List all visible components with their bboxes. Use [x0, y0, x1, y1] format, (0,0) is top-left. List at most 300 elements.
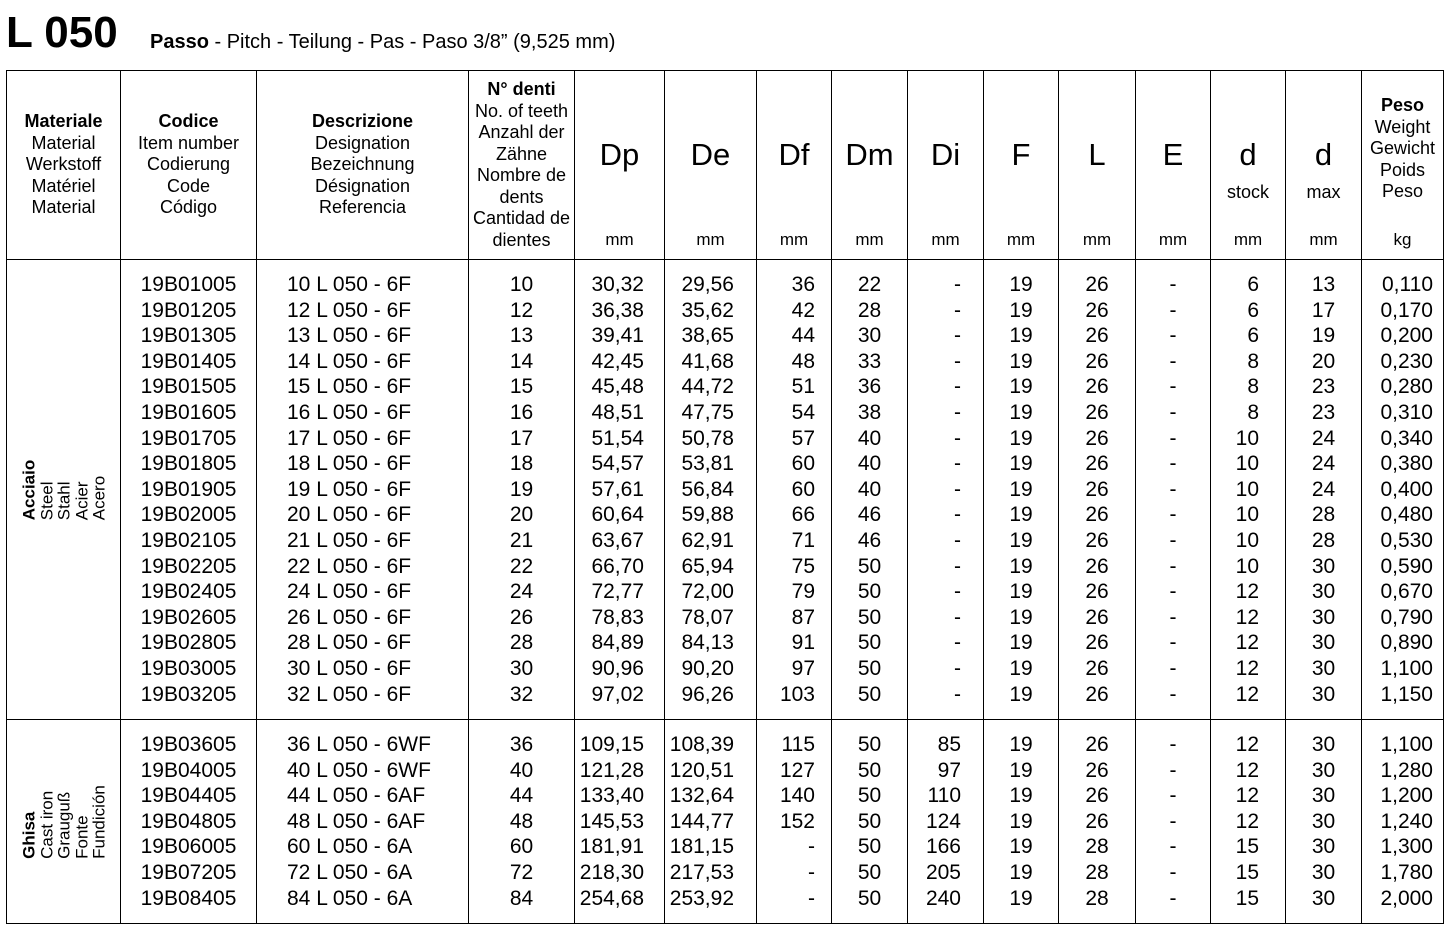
header-line: Material: [31, 132, 96, 153]
cell-dm: 30: [832, 323, 908, 349]
cell-e: -: [1136, 374, 1211, 400]
cell-di: 205: [908, 860, 984, 886]
col-header-weight: [1362, 71, 1444, 260]
cell-l: 26: [1059, 400, 1136, 426]
cell-code: 19B02205: [121, 554, 257, 580]
table-row: [7, 426, 1444, 452]
cell-description: 22 L 050 - 6F: [257, 554, 469, 580]
cell-l: 26: [1059, 374, 1136, 400]
weight-header-line: Peso: [1380, 95, 1425, 115]
table-body: [7, 260, 1444, 924]
cell-l: 26: [1059, 579, 1136, 605]
cell-dm: 50: [832, 554, 908, 580]
cell-d-stock: 6: [1211, 298, 1286, 324]
cell-f: 19: [984, 349, 1059, 375]
cell-f: 19: [984, 579, 1059, 605]
cell-dp: 90,96: [575, 656, 665, 682]
cell-d-stock: 12: [1211, 809, 1286, 835]
table-row: [7, 260, 1444, 298]
cell-df: 44: [757, 323, 832, 349]
cell-teeth: 15: [469, 374, 575, 400]
cell-di: -: [908, 426, 984, 452]
cell-l: 26: [1059, 809, 1136, 835]
d-max-sub: max: [1306, 182, 1341, 202]
cell-description: 20 L 050 - 6F: [257, 502, 469, 528]
header-line: No. of teeth: [474, 100, 569, 121]
cell-weight: 1,200: [1362, 783, 1444, 809]
cell-weight: 0,400: [1362, 477, 1444, 503]
material-line: Fonte: [71, 815, 91, 859]
cell-di: 240: [908, 886, 984, 924]
cell-df: 91: [757, 630, 832, 656]
cell-d-stock: 12: [1211, 682, 1286, 720]
cell-d-max: 30: [1286, 682, 1362, 720]
cell-f: 19: [984, 758, 1059, 784]
cell-dp: 145,53: [575, 809, 665, 835]
cell-teeth: 60: [469, 834, 575, 860]
cell-de: 96,26: [665, 682, 757, 720]
cell-teeth: 28: [469, 630, 575, 656]
cell-dp: 133,40: [575, 783, 665, 809]
cell-d-max: 28: [1286, 528, 1362, 554]
cell-e: -: [1136, 630, 1211, 656]
cell-d-stock: 10: [1211, 502, 1286, 528]
di-unit: mm: [931, 230, 960, 249]
cell-teeth: 13: [469, 323, 575, 349]
de-label: De: [690, 137, 731, 172]
cell-di: -: [908, 323, 984, 349]
cell-dp: 78,83: [575, 605, 665, 631]
cell-code: 19B01505: [121, 374, 257, 400]
cell-f: 19: [984, 554, 1059, 580]
cell-di: -: [908, 630, 984, 656]
sprocket-spec-table: [6, 70, 1444, 924]
cell-d-stock: 12: [1211, 656, 1286, 682]
cell-d-max: 20: [1286, 349, 1362, 375]
cell-df: 54: [757, 400, 832, 426]
cell-code: 19B01705: [121, 426, 257, 452]
cell-d-max: 30: [1286, 860, 1362, 886]
table-row: [7, 860, 1444, 886]
cell-de: 253,92: [665, 886, 757, 924]
cell-weight: 1,240: [1362, 809, 1444, 835]
f-unit: mm: [1006, 230, 1036, 249]
header-line: dientes: [492, 229, 551, 250]
cell-di: -: [908, 682, 984, 720]
cell-weight: 0,590: [1362, 554, 1444, 580]
cell-dm: 50: [832, 809, 908, 835]
cell-l: 28: [1059, 834, 1136, 860]
cell-l: 26: [1059, 349, 1136, 375]
cell-e: -: [1136, 783, 1211, 809]
cell-f: 19: [984, 400, 1059, 426]
material-line: Grauguß: [53, 791, 73, 859]
cell-d-max: 19: [1286, 323, 1362, 349]
cell-di: -: [908, 528, 984, 554]
col-header-material: [7, 71, 121, 260]
cell-description: 24 L 050 - 6F: [257, 579, 469, 605]
cell-dp: 60,64: [575, 502, 665, 528]
material-line: Fundición: [88, 784, 108, 859]
cell-teeth: 24: [469, 579, 575, 605]
cell-e: -: [1136, 298, 1211, 324]
cell-d-max: 30: [1286, 656, 1362, 682]
cell-weight: 0,340: [1362, 426, 1444, 452]
cell-l: 26: [1059, 630, 1136, 656]
table-row: [7, 758, 1444, 784]
d-stock-label: d: [1239, 137, 1257, 172]
cell-de: 47,75: [665, 400, 757, 426]
cell-d-max: 23: [1286, 400, 1362, 426]
header-line: Codierung: [146, 154, 231, 175]
cell-description: 40 L 050 - 6WF: [257, 758, 469, 784]
cell-teeth: 20: [469, 502, 575, 528]
cell-dp: 72,77: [575, 579, 665, 605]
cell-code: 19B01905: [121, 477, 257, 503]
cell-description: 32 L 050 - 6F: [257, 682, 469, 720]
cell-df: -: [757, 834, 832, 860]
pitch-subtitle: [150, 31, 615, 54]
cell-e: -: [1136, 323, 1211, 349]
cell-de: 90,20: [665, 656, 757, 682]
cell-f: 19: [984, 323, 1059, 349]
cell-de: 181,15: [665, 834, 757, 860]
cell-f: 19: [984, 502, 1059, 528]
dm-label: Dm: [845, 137, 894, 172]
table-row: [7, 477, 1444, 503]
cell-f: 19: [984, 656, 1059, 682]
cell-dm: 46: [832, 502, 908, 528]
cell-description: 28 L 050 - 6F: [257, 630, 469, 656]
cell-l: 26: [1059, 605, 1136, 631]
cell-code: 19B03605: [121, 720, 257, 758]
cell-teeth: 12: [469, 298, 575, 324]
cell-di: -: [908, 605, 984, 631]
cell-teeth: 48: [469, 809, 575, 835]
cell-df: 71: [757, 528, 832, 554]
header-line: Werkstoff: [25, 154, 102, 175]
cell-l: 26: [1059, 656, 1136, 682]
cell-e: -: [1136, 860, 1211, 886]
cell-code: 19B01305: [121, 323, 257, 349]
cell-teeth: 19: [469, 477, 575, 503]
cell-df: 60: [757, 477, 832, 503]
cell-dm: 40: [832, 426, 908, 452]
cell-d-max: 17: [1286, 298, 1362, 324]
cell-e: -: [1136, 451, 1211, 477]
cell-dm: 50: [832, 720, 908, 758]
cell-e: -: [1136, 656, 1211, 682]
cell-df: 115: [757, 720, 832, 758]
cell-de: 132,64: [665, 783, 757, 809]
cell-weight: 1,300: [1362, 834, 1444, 860]
cell-teeth: 21: [469, 528, 575, 554]
e-label: E: [1162, 137, 1184, 172]
cell-df: 103: [757, 682, 832, 720]
cell-description: 10 L 050 - 6F: [257, 260, 469, 298]
cell-dp: 39,41: [575, 323, 665, 349]
cell-dm: 50: [832, 834, 908, 860]
cell-weight: 0,670: [1362, 579, 1444, 605]
weight-header-line: Weight: [1374, 116, 1431, 137]
cell-weight: 0,310: [1362, 400, 1444, 426]
cell-e: -: [1136, 886, 1211, 924]
f-label: F: [1011, 137, 1031, 172]
di-label: Di: [930, 137, 961, 172]
cell-l: 28: [1059, 886, 1136, 924]
cell-description: 48 L 050 - 6AF: [257, 809, 469, 835]
cell-teeth: 22: [469, 554, 575, 580]
table-row: [7, 374, 1444, 400]
cell-description: 26 L 050 - 6F: [257, 605, 469, 631]
header-line: Désignation: [314, 175, 411, 196]
cell-d-stock: 12: [1211, 630, 1286, 656]
cell-description: 84 L 050 - 6A: [257, 886, 469, 924]
cell-teeth: 30: [469, 656, 575, 682]
cell-dp: 66,70: [575, 554, 665, 580]
cell-df: 97: [757, 656, 832, 682]
cell-e: -: [1136, 502, 1211, 528]
cell-de: 59,88: [665, 502, 757, 528]
cell-di: 166: [908, 834, 984, 860]
cell-di: -: [908, 502, 984, 528]
col-header-dm: [832, 71, 908, 260]
material-group-cell: [7, 720, 121, 924]
cell-d-stock: 6: [1211, 323, 1286, 349]
cell-e: -: [1136, 579, 1211, 605]
cell-code: 19B04405: [121, 783, 257, 809]
cell-code: 19B04005: [121, 758, 257, 784]
header-line: Code: [166, 175, 211, 196]
cell-weight: 0,480: [1362, 502, 1444, 528]
d-max-unit: mm: [1309, 230, 1338, 249]
header-line: Código: [159, 197, 218, 218]
cell-dm: 46: [832, 528, 908, 554]
cell-teeth: 17: [469, 426, 575, 452]
dp-unit: mm: [605, 230, 634, 249]
cell-weight: 2,000: [1362, 886, 1444, 924]
cell-df: 36: [757, 260, 832, 298]
cell-di: -: [908, 477, 984, 503]
cell-l: 26: [1059, 682, 1136, 720]
cell-code: 19B01205: [121, 298, 257, 324]
cell-dm: 50: [832, 579, 908, 605]
cell-f: 19: [984, 298, 1059, 324]
cell-description: 19 L 050 - 6F: [257, 477, 469, 503]
df-unit: mm: [779, 230, 809, 249]
header-line: Codice: [158, 111, 219, 132]
cell-di: -: [908, 374, 984, 400]
cell-weight: 0,530: [1362, 528, 1444, 554]
table-row: [7, 502, 1444, 528]
material-line: Acero: [88, 475, 108, 520]
cell-di: -: [908, 298, 984, 324]
cell-de: 62,91: [665, 528, 757, 554]
cell-f: 19: [984, 720, 1059, 758]
cell-d-max: 30: [1286, 720, 1362, 758]
weight-labels: [1362, 95, 1443, 203]
header-line: Zähne: [495, 143, 548, 164]
cell-weight: 1,100: [1362, 656, 1444, 682]
cell-e: -: [1136, 809, 1211, 835]
cell-description: 60 L 050 - 6A: [257, 834, 469, 860]
cell-l: 28: [1059, 860, 1136, 886]
cell-code: 19B07205: [121, 860, 257, 886]
cell-e: -: [1136, 260, 1211, 298]
cell-l: 26: [1059, 554, 1136, 580]
cell-dp: 121,28: [575, 758, 665, 784]
cell-df: -: [757, 886, 832, 924]
weight-header-line: Peso: [1381, 181, 1424, 201]
cell-d-max: 24: [1286, 451, 1362, 477]
cell-di: -: [908, 554, 984, 580]
cell-code: 19B06005: [121, 834, 257, 860]
dp-label: Dp: [599, 137, 640, 172]
col-header-code: [121, 71, 257, 260]
material-line: Steel: [36, 481, 56, 520]
cell-f: 19: [984, 630, 1059, 656]
cell-d-max: 24: [1286, 426, 1362, 452]
cell-di: -: [908, 260, 984, 298]
cell-weight: 0,380: [1362, 451, 1444, 477]
cell-l: 26: [1059, 451, 1136, 477]
material-label: [20, 785, 108, 859]
table-row: [7, 682, 1444, 720]
cell-e: -: [1136, 758, 1211, 784]
cell-teeth: 18: [469, 451, 575, 477]
cell-f: 19: [984, 451, 1059, 477]
cell-f: 19: [984, 834, 1059, 860]
cell-dp: 84,89: [575, 630, 665, 656]
table-row: [7, 349, 1444, 375]
cell-dm: 50: [832, 758, 908, 784]
col-header-di: [908, 71, 984, 260]
cell-df: -: [757, 860, 832, 886]
table-row: [7, 323, 1444, 349]
cell-di: -: [908, 349, 984, 375]
cell-d-max: 30: [1286, 783, 1362, 809]
cell-de: 44,72: [665, 374, 757, 400]
cell-d-stock: 10: [1211, 528, 1286, 554]
material-line: Stahl: [53, 481, 73, 520]
cell-l: 26: [1059, 477, 1136, 503]
cell-teeth: 44: [469, 783, 575, 809]
cell-description: 36 L 050 - 6WF: [257, 720, 469, 758]
cell-d-stock: 10: [1211, 426, 1286, 452]
cell-weight: 1,280: [1362, 758, 1444, 784]
cell-e: -: [1136, 528, 1211, 554]
cell-d-max: 24: [1286, 477, 1362, 503]
material-line: Acier: [71, 481, 91, 520]
col-header-teeth: [469, 71, 575, 260]
d-max-label: d: [1314, 137, 1333, 172]
cell-di: 124: [908, 809, 984, 835]
cell-l: 26: [1059, 758, 1136, 784]
cell-code: 19B08405: [121, 886, 257, 924]
cell-dp: 254,68: [575, 886, 665, 924]
cell-f: 19: [984, 528, 1059, 554]
cell-weight: 1,780: [1362, 860, 1444, 886]
cell-dm: 50: [832, 630, 908, 656]
header-line: Cantidad de: [472, 208, 571, 228]
cell-d-max: 30: [1286, 809, 1362, 835]
header-line: Anzahl der: [478, 122, 565, 142]
cell-l: 26: [1059, 426, 1136, 452]
table-row: [7, 809, 1444, 835]
cell-f: 19: [984, 605, 1059, 631]
cell-e: -: [1136, 349, 1211, 375]
table-row: [7, 579, 1444, 605]
col-header-d-max: [1286, 71, 1362, 260]
cell-de: 38,65: [665, 323, 757, 349]
cell-de: 41,68: [665, 349, 757, 375]
cell-df: 79: [757, 579, 832, 605]
cell-d-max: 13: [1286, 260, 1362, 298]
cell-e: -: [1136, 720, 1211, 758]
table-row: [7, 400, 1444, 426]
cell-code: 19B04805: [121, 809, 257, 835]
cell-de: 84,13: [665, 630, 757, 656]
cell-teeth: 36: [469, 720, 575, 758]
cell-di: -: [908, 656, 984, 682]
cell-df: 152: [757, 809, 832, 835]
table-row: [7, 298, 1444, 324]
cell-df: 127: [757, 758, 832, 784]
cell-de: 72,00: [665, 579, 757, 605]
cell-dp: 45,48: [575, 374, 665, 400]
cell-d-max: 30: [1286, 834, 1362, 860]
cell-d-max: 30: [1286, 630, 1362, 656]
page-title: L 050: [6, 8, 118, 57]
cell-d-stock: 12: [1211, 783, 1286, 809]
cell-d-stock: 12: [1211, 605, 1286, 631]
subtitle-rest: - Pitch - Teilung - Pas - Paso 3/8” (9,525 mm): [208, 31, 616, 53]
header-line: Referencia: [318, 197, 407, 218]
cell-de: 35,62: [665, 298, 757, 324]
cell-df: 42: [757, 298, 832, 324]
cell-dp: 181,91: [575, 834, 665, 860]
cell-description: 21 L 050 - 6F: [257, 528, 469, 554]
cell-de: 53,81: [665, 451, 757, 477]
cell-code: 19B03005: [121, 656, 257, 682]
cell-dm: 36: [832, 374, 908, 400]
cell-dm: 50: [832, 860, 908, 886]
cell-d-stock: 8: [1211, 349, 1286, 375]
cell-d-stock: 15: [1211, 834, 1286, 860]
cell-code: 19B02105: [121, 528, 257, 554]
d-stock-unit: mm: [1233, 230, 1263, 249]
cell-de: 78,07: [665, 605, 757, 631]
cell-code: 19B01805: [121, 451, 257, 477]
cell-l: 26: [1059, 323, 1136, 349]
cell-code: 19B01405: [121, 349, 257, 375]
cell-e: -: [1136, 400, 1211, 426]
material-line: Acciaio: [18, 459, 38, 520]
cell-d-stock: 10: [1211, 554, 1286, 580]
cell-code: 19B01605: [121, 400, 257, 426]
table-row: [7, 720, 1444, 758]
header-line: Bezeichnung: [310, 154, 415, 175]
cell-dp: 51,54: [575, 426, 665, 452]
col-header-f: [984, 71, 1059, 260]
cell-e: -: [1136, 477, 1211, 503]
cell-teeth: 40: [469, 758, 575, 784]
cell-f: 19: [984, 682, 1059, 720]
cell-df: 60: [757, 451, 832, 477]
cell-dp: 218,30: [575, 860, 665, 886]
header-line: dents: [499, 186, 544, 207]
cell-d-max: 30: [1286, 579, 1362, 605]
